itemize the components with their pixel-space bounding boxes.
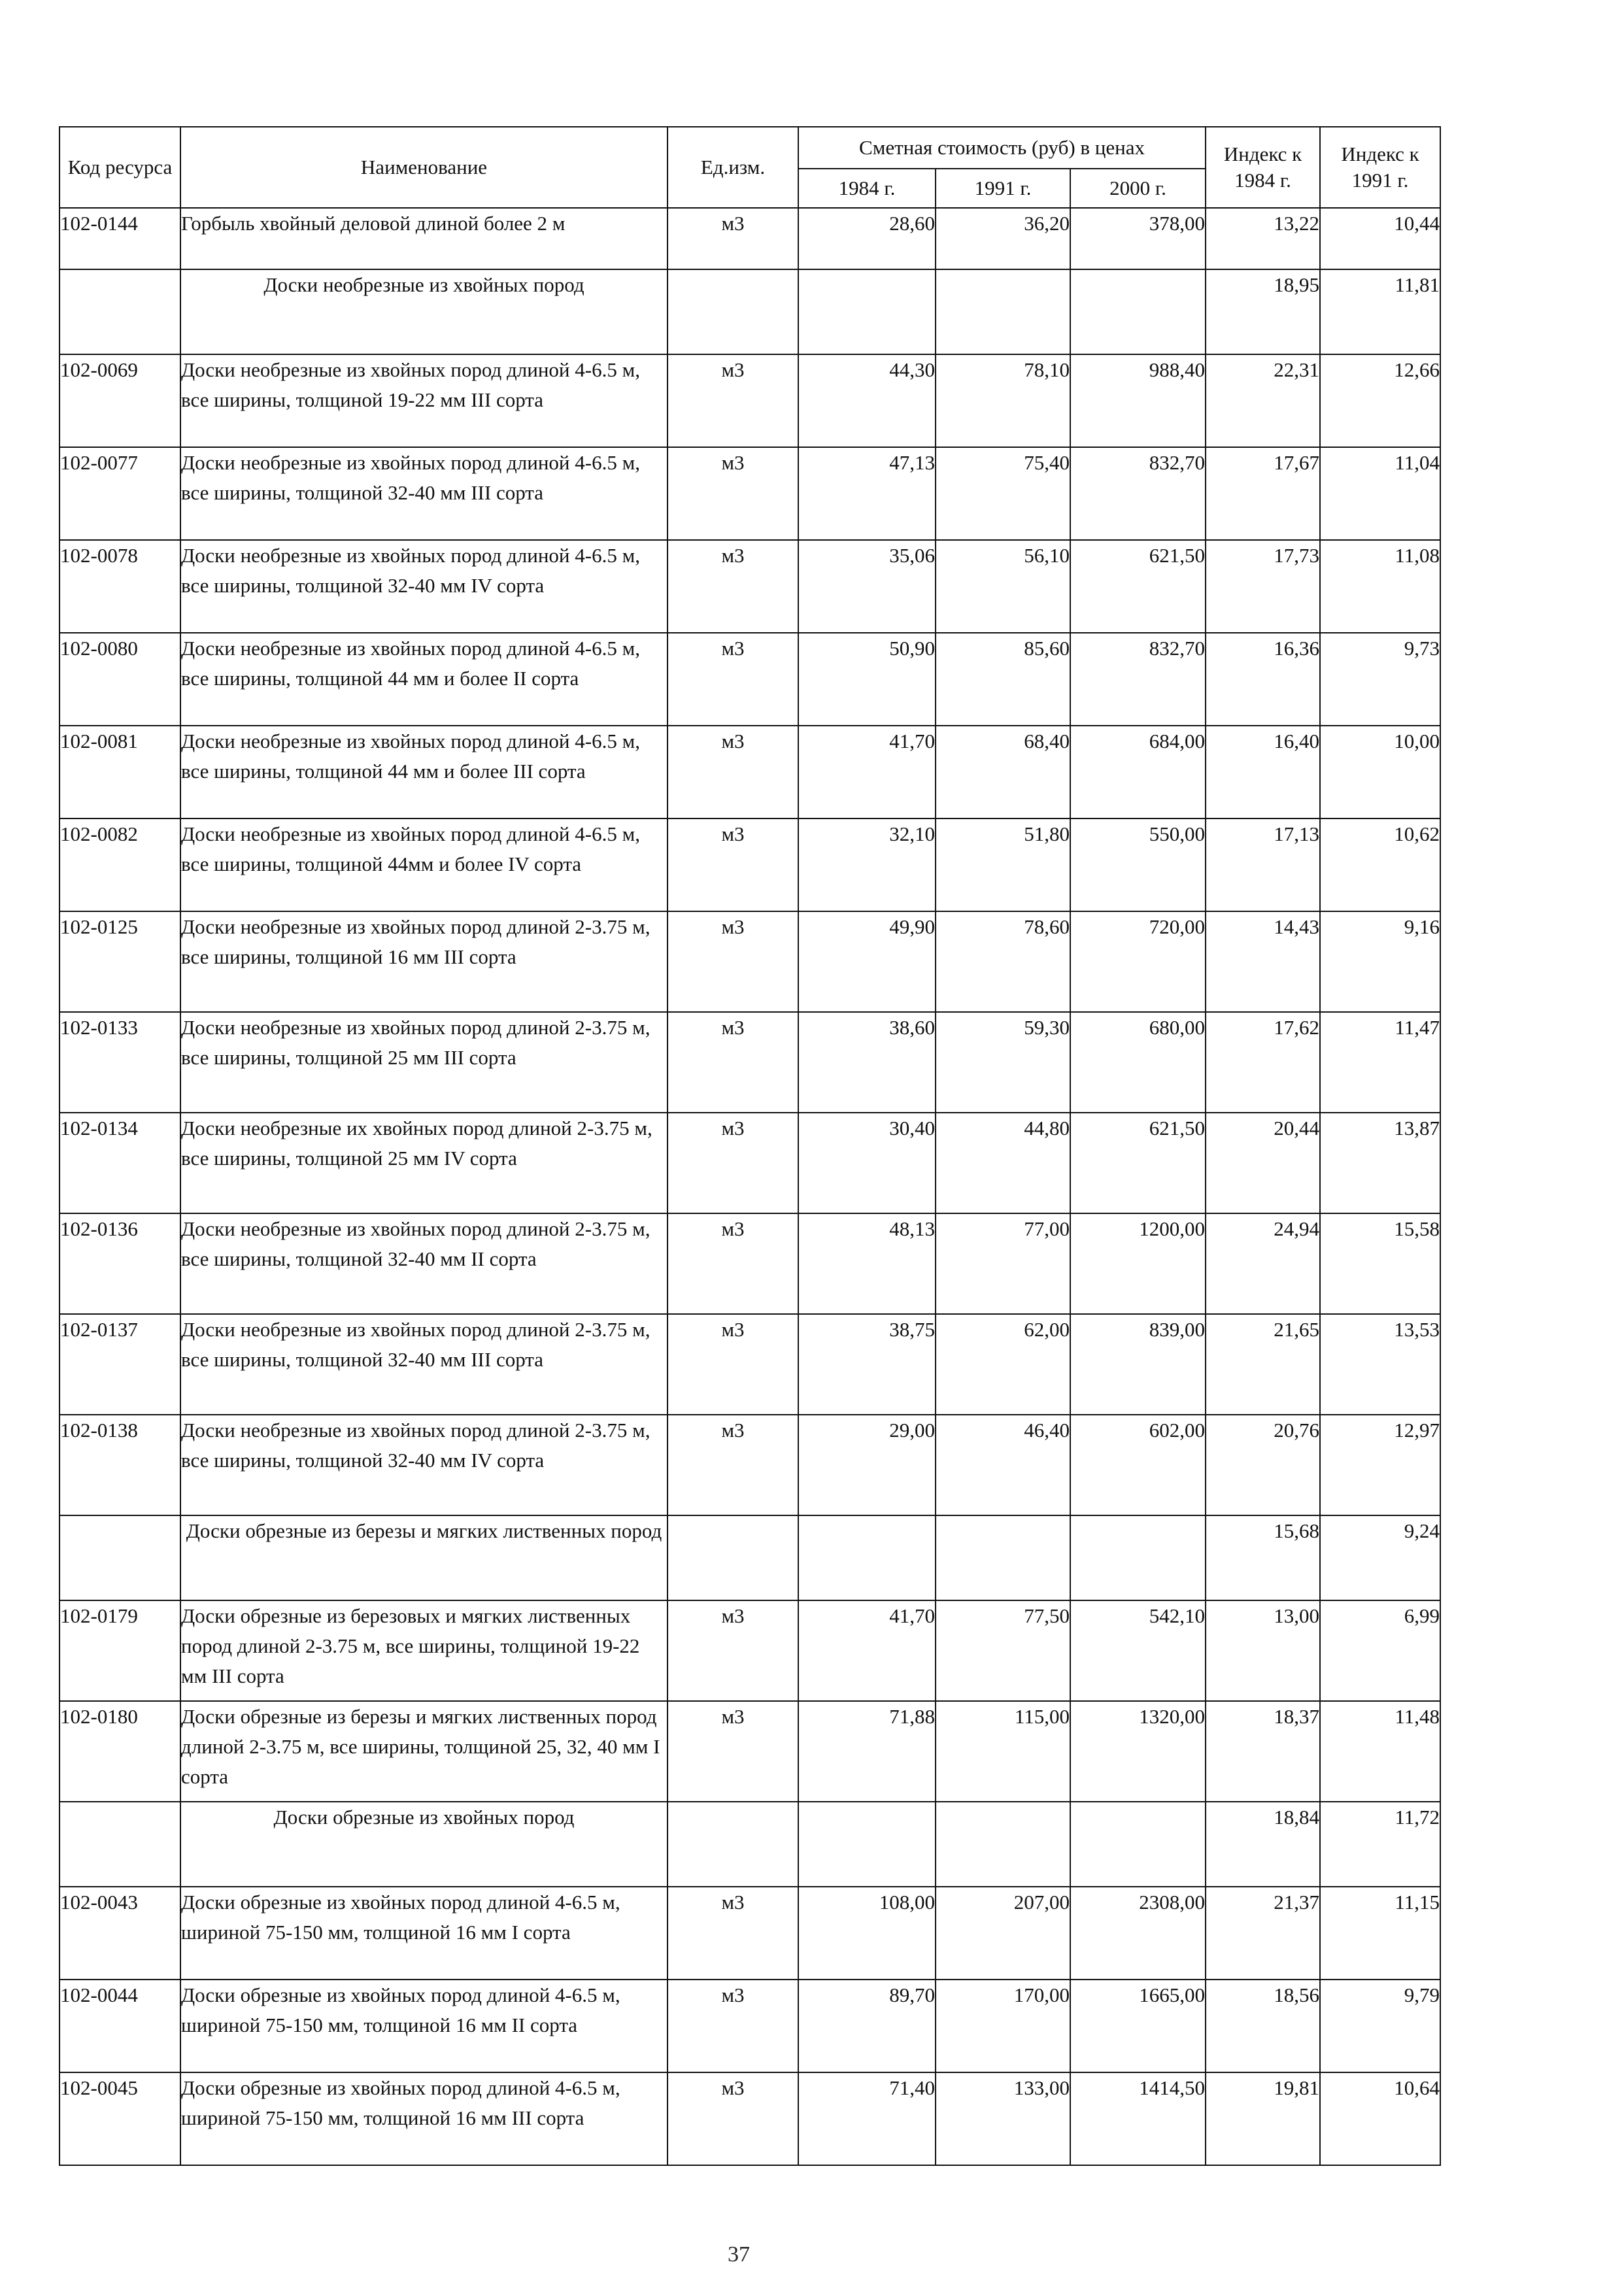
resource-name: Доски необрезные из хвойных пород длиной 2-3.75 м, все ширины, толщиной 25 мм III сорта	[180, 1012, 668, 1113]
header-code: Код ресурса	[59, 127, 180, 208]
cost-1991: 44,80	[936, 1113, 1070, 1213]
index-1991: 11,15	[1320, 1887, 1440, 1980]
cost-1991: 207,00	[936, 1887, 1070, 1980]
cost-2000: 550,00	[1070, 818, 1206, 911]
resource-code: 102-0144	[59, 208, 180, 269]
cost-1984: 30,40	[798, 1113, 936, 1213]
table-row	[59, 633, 1440, 726]
table-row	[59, 1213, 1440, 1314]
table-row	[59, 208, 1440, 269]
resource-name: Горбыль хвойный деловой длиной более 2 м	[180, 208, 668, 269]
index-1991: 11,47	[1320, 1012, 1440, 1113]
cost-1991: 59,30	[936, 1012, 1070, 1113]
resource-code: 102-0081	[59, 726, 180, 818]
resource-name: Доски обрезные из хвойных пород длиной 4-6.5 м, шириной 75-150 мм, толщиной 16 мм I сорта	[180, 1887, 668, 1980]
index-1984: 17,13	[1206, 818, 1320, 911]
unit-cell: м3	[668, 354, 798, 447]
cost-1984: 38,60	[798, 1012, 936, 1113]
resource-name: Доски необрезные из хвойных пород длиной 2-3.75 м, все ширины, толщиной 16 мм III сорта	[180, 911, 668, 1012]
table-row	[59, 1415, 1440, 1515]
resource-code: 102-0043	[59, 1887, 180, 1980]
resource-code: 102-0082	[59, 818, 180, 911]
cost-1991: 170,00	[936, 1980, 1070, 2072]
cost-1991: 78,10	[936, 354, 1070, 447]
table-row	[59, 447, 1440, 540]
table-row	[59, 1314, 1440, 1415]
resource-code: 102-0044	[59, 1980, 180, 2072]
header-unit: Ед.изм.	[668, 127, 798, 208]
unit-cell: м3	[668, 540, 798, 633]
table-row	[59, 1980, 1440, 2072]
table-row	[59, 1887, 1440, 1980]
page-number: 37	[728, 2242, 750, 2267]
index-1991: 10,44	[1320, 208, 1440, 269]
resource-name: Доски обрезные из березовых и мягких лиственных пород длиной 2-3.75 м, все ширины, толщиной 19-22 мм III сорта	[180, 1600, 668, 1701]
index-1991: 9,16	[1320, 911, 1440, 1012]
resource-name: Доски необрезные из хвойных пород длиной 2-3.75 м, все ширины, толщиной 32-40 мм III сорта	[180, 1314, 668, 1415]
resource-code: 102-0137	[59, 1314, 180, 1415]
index-1991: 11,48	[1320, 1701, 1440, 1802]
cost-2000: 1320,00	[1070, 1701, 1206, 1802]
cost-1991: 62,00	[936, 1314, 1070, 1415]
cost-1991: 78,60	[936, 911, 1070, 1012]
cost-2000: 988,40	[1070, 354, 1206, 447]
header-name: Наименование	[180, 127, 668, 208]
resource-code: 102-0138	[59, 1415, 180, 1515]
cost-2000: 2308,00	[1070, 1887, 1206, 1980]
index-1991: 10,64	[1320, 2072, 1440, 2165]
index-1984: 22,31	[1206, 354, 1320, 447]
cost-2000: 832,70	[1070, 633, 1206, 726]
index-1984: 20,44	[1206, 1113, 1320, 1213]
unit-cell: м3	[668, 726, 798, 818]
unit-cell: м3	[668, 1887, 798, 1980]
cost-1991: 77,00	[936, 1213, 1070, 1314]
cost-2000: 1665,00	[1070, 1980, 1206, 2072]
index-1991: 9,73	[1320, 633, 1440, 726]
resource-code: 102-0125	[59, 911, 180, 1012]
resource-name: Доски обрезные из березы и мягких лиственных пород длиной 2-3.75 м, все ширины, толщиной 25, 32, 40 мм I сорта	[180, 1701, 668, 1802]
cost-2000: 832,70	[1070, 447, 1206, 540]
index-1991: 6,99	[1320, 1600, 1440, 1701]
unit-cell: м3	[668, 1012, 798, 1113]
index-1991: 11,04	[1320, 447, 1440, 540]
unit-cell: м3	[668, 633, 798, 726]
resource-name: Доски необрезные из хвойных пород длиной 4-6.5 м, все ширины, толщиной 32-40 мм IV сорта	[180, 540, 668, 633]
index-1991: 9,79	[1320, 1980, 1440, 2072]
group-header-row	[59, 1515, 1440, 1600]
index-1984: 17,67	[1206, 447, 1320, 540]
resource-name: Доски необрезные из хвойных пород длиной 4-6.5 м, все ширины, толщиной 44мм и более IV сорта	[180, 818, 668, 911]
index-1984: 14,43	[1206, 911, 1320, 1012]
table-row	[59, 1012, 1440, 1113]
unit-cell: м3	[668, 1415, 798, 1515]
index-1984: 21,37	[1206, 1887, 1320, 1980]
cost-1984: 49,90	[798, 911, 936, 1012]
cost-2000: 542,10	[1070, 1600, 1206, 1701]
cost-1984: 32,10	[798, 818, 936, 911]
resource-code: 102-0045	[59, 2072, 180, 2165]
cost-1984: 108,00	[798, 1887, 936, 1980]
cost-2000: 1200,00	[1070, 1213, 1206, 1314]
cost-2000: 602,00	[1070, 1415, 1206, 1515]
cost-1991: 36,20	[936, 208, 1070, 269]
group-index-1991: 11,81	[1320, 269, 1440, 354]
resource-name: Доски необрезные из хвойных пород длиной 4-6.5 м, все ширины, толщиной 19-22 мм III сорта	[180, 354, 668, 447]
table-row	[59, 1600, 1440, 1701]
resource-code: 102-0069	[59, 354, 180, 447]
unit-cell: м3	[668, 1980, 798, 2072]
unit-cell: м3	[668, 1314, 798, 1415]
index-1984: 21,65	[1206, 1314, 1320, 1415]
index-1991: 10,00	[1320, 726, 1440, 818]
index-1991: 11,08	[1320, 540, 1440, 633]
index-1984: 17,62	[1206, 1012, 1320, 1113]
cost-1991: 77,50	[936, 1600, 1070, 1701]
table-row	[59, 911, 1440, 1012]
header-index-1991: Индекс к 1991 г.	[1320, 127, 1440, 208]
unit-cell: м3	[668, 1113, 798, 1213]
unit-cell: м3	[668, 208, 798, 269]
cost-1991: 85,60	[936, 633, 1070, 726]
cost-1991: 68,40	[936, 726, 1070, 818]
cost-1984: 35,06	[798, 540, 936, 633]
table-row	[59, 2072, 1440, 2165]
group-header-row	[59, 1802, 1440, 1887]
index-1991: 12,66	[1320, 354, 1440, 447]
resource-code: 102-0077	[59, 447, 180, 540]
cost-1984: 48,13	[798, 1213, 936, 1314]
cost-1984: 41,70	[798, 726, 936, 818]
resource-name: Доски необрезные их хвойных пород длиной 2-3.75 м, все ширины, толщиной 25 мм IV сорта	[180, 1113, 668, 1213]
unit-cell: м3	[668, 2072, 798, 2165]
cost-1984: 28,60	[798, 208, 936, 269]
index-1984: 18,37	[1206, 1701, 1320, 1802]
cost-1991: 133,00	[936, 2072, 1070, 2165]
group-header-row	[59, 269, 1440, 354]
resource-name: Доски необрезные из хвойных пород длиной 2-3.75 м, все ширины, толщиной 32-40 мм IV сорта	[180, 1415, 668, 1515]
unit-cell: м3	[668, 818, 798, 911]
cost-1984: 50,90	[798, 633, 936, 726]
unit-cell: м3	[668, 447, 798, 540]
resource-name: Доски необрезные из хвойных пород длиной 4-6.5 м, все ширины, толщиной 44 мм и более II сорта	[180, 633, 668, 726]
cost-1991: 56,10	[936, 540, 1070, 633]
index-1984: 19,81	[1206, 2072, 1320, 2165]
cost-2000: 839,00	[1070, 1314, 1206, 1415]
resource-code: 102-0180	[59, 1701, 180, 1802]
header-year-1991: 1991 г.	[936, 169, 1070, 208]
index-1991: 10,62	[1320, 818, 1440, 911]
cost-1984: 38,75	[798, 1314, 936, 1415]
cost-2000: 621,50	[1070, 1113, 1206, 1213]
index-1991: 13,53	[1320, 1314, 1440, 1415]
index-1991: 15,58	[1320, 1213, 1440, 1314]
index-1984: 17,73	[1206, 540, 1320, 633]
cost-1991: 46,40	[936, 1415, 1070, 1515]
cost-2000: 378,00	[1070, 208, 1206, 269]
table-row	[59, 354, 1440, 447]
cost-2000: 621,50	[1070, 540, 1206, 633]
resource-name: Доски необрезные из хвойных пород длиной 2-3.75 м, все ширины, толщиной 32-40 мм II сорта	[180, 1213, 668, 1314]
unit-cell: м3	[668, 1213, 798, 1314]
resource-code: 102-0134	[59, 1113, 180, 1213]
table-row	[59, 818, 1440, 911]
index-1984: 13,22	[1206, 208, 1320, 269]
cost-1984: 44,30	[798, 354, 936, 447]
table-row	[59, 726, 1440, 818]
index-1984: 18,56	[1206, 1980, 1320, 2072]
resource-name: Доски необрезные из хвойных пород длиной 4-6.5 м, все ширины, толщиной 32-40 мм III сорта	[180, 447, 668, 540]
cost-2000: 684,00	[1070, 726, 1206, 818]
cost-1991: 115,00	[936, 1701, 1070, 1802]
resource-name: Доски обрезные из хвойных пород длиной 4-6.5 м, шириной 75-150 мм, толщиной 16 мм III сорта	[180, 2072, 668, 2165]
index-1991: 13,87	[1320, 1113, 1440, 1213]
cost-1984: 47,13	[798, 447, 936, 540]
header-cost-group: Сметная стоимость (руб) в ценах	[798, 127, 1206, 169]
group-index-1984: 18,84	[1206, 1802, 1320, 1887]
group-index-1991: 9,24	[1320, 1515, 1440, 1600]
group-index-1984: 15,68	[1206, 1515, 1320, 1600]
resource-code: 102-0080	[59, 633, 180, 726]
cost-1984: 71,40	[798, 2072, 936, 2165]
index-1984: 16,36	[1206, 633, 1320, 726]
index-1984: 24,94	[1206, 1213, 1320, 1314]
unit-cell: м3	[668, 1600, 798, 1701]
group-title: Доски обрезные из березы и мягких лиственных пород	[180, 1515, 668, 1600]
group-index-1984: 18,95	[1206, 269, 1320, 354]
group-title: Доски необрезные из хвойных пород	[180, 269, 668, 354]
price-table	[59, 126, 1441, 2166]
table-row	[59, 540, 1440, 633]
cost-2000: 680,00	[1070, 1012, 1206, 1113]
index-1991: 12,97	[1320, 1415, 1440, 1515]
cost-1984: 71,88	[798, 1701, 936, 1802]
unit-cell: м3	[668, 1701, 798, 1802]
resource-name: Доски обрезные из хвойных пород длиной 4-6.5 м, шириной 75-150 мм, толщиной 16 мм II сорта	[180, 1980, 668, 2072]
cost-2000: 720,00	[1070, 911, 1206, 1012]
group-index-1991: 11,72	[1320, 1802, 1440, 1887]
index-1984: 20,76	[1206, 1415, 1320, 1515]
header-index-1984: Индекс к 1984 г.	[1206, 127, 1320, 208]
table-row	[59, 1701, 1440, 1802]
resource-code: 102-0179	[59, 1600, 180, 1701]
cost-2000: 1414,50	[1070, 2072, 1206, 2165]
resource-name: Доски необрезные из хвойных пород длиной 4-6.5 м, все ширины, толщиной 44 мм и более III сорта	[180, 726, 668, 818]
resource-code: 102-0136	[59, 1213, 180, 1314]
header-year-2000: 2000 г.	[1070, 169, 1206, 208]
index-1984: 13,00	[1206, 1600, 1320, 1701]
resource-code: 102-0133	[59, 1012, 180, 1113]
unit-cell: м3	[668, 911, 798, 1012]
cost-1991: 75,40	[936, 447, 1070, 540]
cost-1984: 89,70	[798, 1980, 936, 2072]
group-title: Доски обрезные из хвойных пород	[180, 1802, 668, 1887]
header-year-1984: 1984 г.	[798, 169, 936, 208]
index-1984: 16,40	[1206, 726, 1320, 818]
cost-1984: 41,70	[798, 1600, 936, 1701]
cost-1984: 29,00	[798, 1415, 936, 1515]
resource-code: 102-0078	[59, 540, 180, 633]
cost-1991: 51,80	[936, 818, 1070, 911]
table-row	[59, 1113, 1440, 1213]
